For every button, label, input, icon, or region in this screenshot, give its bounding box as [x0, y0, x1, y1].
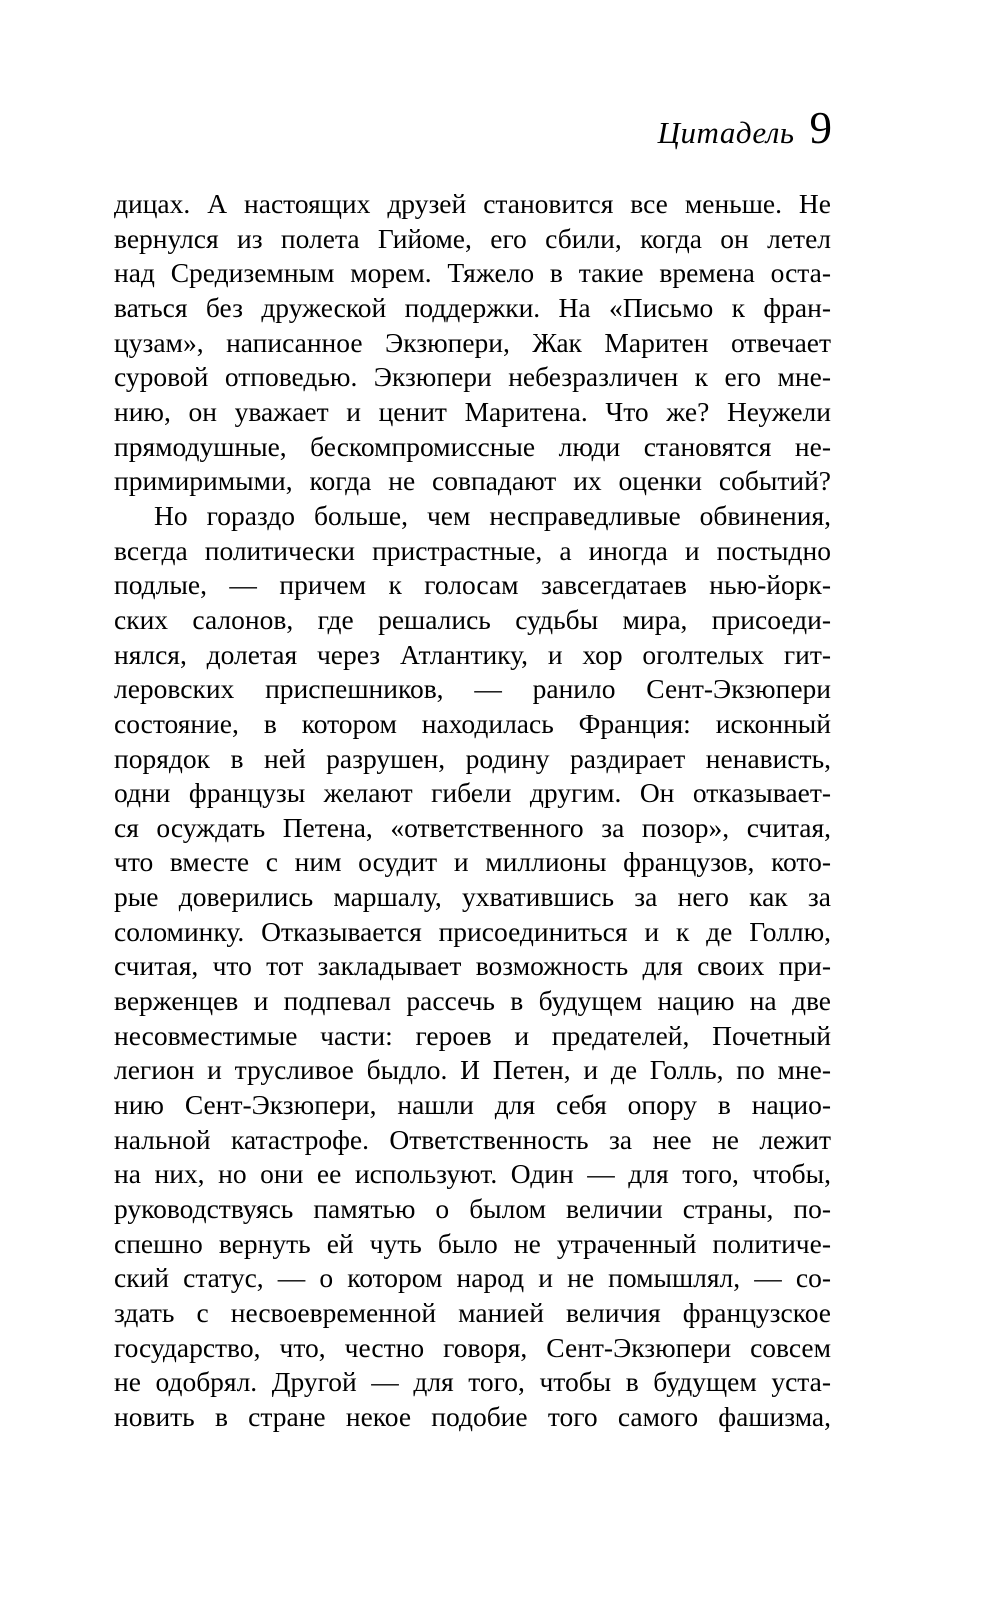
text-line: несовместимые части: героев и предателей, Почетный — [114, 1019, 831, 1051]
text-line: на них, но они ее используют. Один — для того, чтобы, — [114, 1158, 831, 1190]
text-line: Но гораздо больше, чем несправедливые обвинения, — [154, 499, 831, 531]
text-line: ваться без дружеской поддержки. На «Письмо к фран- — [114, 291, 831, 323]
text-line: порядок в ней разрушен, родину раздирает ненависть, — [114, 742, 831, 774]
text-line: верженцев и подпевал рассечь в будущем нацию на две — [114, 985, 831, 1017]
text-line: здать с несвоевременной манией величия французское — [114, 1297, 831, 1328]
text-line: рые доверились маршалу, ухватившись за него как за — [114, 881, 831, 913]
page-header — [113, 104, 832, 163]
text-line: легион и трусливое быдло. И Петен, и де Голль, по мне- — [114, 1054, 831, 1086]
text-line: ских салонов, где решались судьбы мира, присоеди- — [114, 603, 831, 635]
text-line: соломинку. Отказывается присоединиться и к де Голлю, — [114, 915, 831, 947]
page-body — [114, 187, 831, 1435]
text-line: спешно вернуть ей чуть было не утраченный политиче- — [114, 1227, 831, 1259]
text-line: всегда политически пристрастные, а иногда и постыдно — [114, 534, 831, 566]
text-line: нальной катастрофе. Ответственность за нее не лежит — [114, 1123, 831, 1155]
text-line: что вместе с ним осудит и миллионы французов, кото- — [114, 846, 831, 878]
text-line: леровских приспешников, — ранило Сент-Экзюпери — [114, 673, 831, 705]
text-line: над Средиземным морем. Тяжело в такие времена оста- — [114, 257, 831, 289]
text-line: руководствуясь памятью о былом величии страны, по- — [114, 1193, 831, 1225]
text-line: не одобрял. Другой — для того, чтобы в будущем уста- — [114, 1366, 831, 1398]
text-line: прямодушные, бескомпромиссные люди становятся не- — [114, 430, 831, 462]
text-line: ся осуждать Петена, «ответственного за позор», считая, — [114, 811, 831, 843]
text-line: нию, он уважает и ценит Маритена. Что же? Неужели — [114, 395, 831, 427]
text-line: состояние, в котором находилась Франция: исконный — [114, 707, 831, 739]
paragraph — [114, 187, 831, 499]
text-line: подлые, — причем к голосам завсегдатаев нью-йорк- — [114, 569, 831, 601]
text-line: ский статус, — о котором народ и не помышлял, — со- — [114, 1262, 831, 1294]
text-line: суровой отповедью. Экзюпери небезразличен к его мне- — [114, 361, 831, 393]
text-line: нялся, долетая через Атлантику, и хор оголтелых гит- — [114, 638, 831, 670]
text-line: нию Сент-Экзюпери, нашли для себя опору в нацио- — [114, 1089, 831, 1121]
text-line: дицах. А настоящих друзей становится все меньше. Не — [114, 188, 831, 219]
text-line: вернулся из полета Гийоме, его сбили, когда он летел — [114, 222, 831, 254]
text-line: новить в стране некое подобие того самого фашизма, — [114, 1400, 831, 1432]
running-title: Цитадель — [657, 115, 795, 150]
page-number: 9 — [809, 103, 832, 153]
text-line: государство, что, честно говоря, Сент-Экзюпери совсем — [114, 1331, 831, 1363]
text-line: цузам», написанное Экзюпери, Жак Маритен отвечает — [114, 326, 831, 358]
text-line: одни французы желают гибели другим. Он отказывает- — [114, 777, 831, 809]
text-line: считая, что тот закладывает возможность для своих при- — [114, 950, 831, 982]
text-line: примиримыми, когда не совпадают их оценки событий? — [114, 465, 831, 497]
paragraph — [114, 499, 831, 1435]
